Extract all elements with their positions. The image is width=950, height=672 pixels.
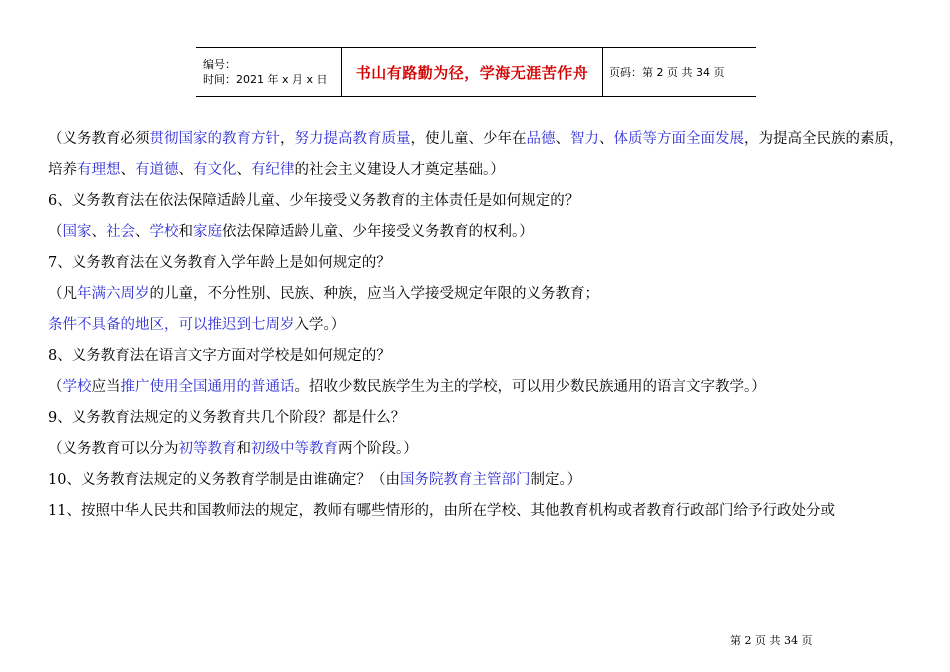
paragraph: [48, 341, 908, 372]
text-segment: 、: [91, 224, 106, 240]
text-segment: 、: [135, 224, 150, 240]
paragraph: [48, 279, 908, 310]
paragraph: [48, 217, 908, 248]
highlighted-text: 初级中等教育: [251, 441, 338, 457]
highlighted-text: 有道德: [135, 162, 179, 178]
text-segment: 和: [236, 441, 251, 457]
text-segment: 、: [178, 162, 193, 178]
highlighted-text: 推广使用全国通用的普通话: [120, 379, 295, 395]
text-segment: （义务教育必须: [48, 131, 150, 147]
document-body: [48, 124, 908, 527]
text-segment: 、: [120, 162, 135, 178]
document-number-label: 编号：: [203, 58, 236, 71]
paragraph: [48, 496, 908, 527]
page-footer: 第 2 页 共 34 页: [730, 634, 813, 647]
text-segment: ，使儿童、少年在: [410, 131, 527, 147]
text-segment: 8、义务教育法在语言文字方面对学校是如何规定的？: [48, 348, 391, 364]
text-segment: 、: [236, 162, 251, 178]
header-info: [196, 48, 341, 96]
text-segment: 的社会主义建设人才奠定基础。）: [294, 162, 505, 178]
paragraph: [48, 465, 908, 496]
paragraph: [48, 248, 908, 279]
header-page-cell: [603, 48, 756, 96]
highlighted-text: 家庭: [193, 224, 222, 240]
document-time-label: 时间：2021 年 x 月 x 日: [203, 73, 328, 86]
highlighted-text: 努力提高教育质量: [294, 131, 411, 147]
text-segment: 6、义务教育法在依法保障适龄儿童、少年接受义务教育的主体责任是如何规定的？: [48, 193, 580, 209]
text-segment: 入学。）: [294, 317, 346, 333]
text-segment: 11、按照中华人民共和国教师法的规定，教师有哪些情形的，由所在学校、其他教育机构或者教育行政部门给予行政处分或: [48, 503, 835, 519]
highlighted-text: 有理想: [77, 162, 121, 178]
text-segment: 制定。）: [530, 472, 582, 488]
text-segment: （义务教育可以分为: [48, 441, 179, 457]
paragraph: [48, 310, 908, 341]
highlighted-text: 品德: [526, 131, 556, 147]
text-segment: ，: [280, 131, 295, 147]
highlighted-text: 智力: [570, 131, 599, 147]
paragraph: [48, 186, 908, 217]
text-segment: 、: [555, 131, 570, 147]
text-segment: 。招收少数民族学生为主的学校，可以用少数民族通用的语言文字教学。）: [294, 379, 766, 395]
header-page-label: 页码：第 2 页 共 34 页: [609, 66, 725, 79]
text-segment: 两个阶段。）: [338, 441, 418, 457]
header-motto: 书山有路勤为径，学海无涯苦作舟: [355, 63, 589, 82]
highlighted-text: 贯彻国家的教育方针: [149, 131, 280, 147]
text-segment: 依法保障适龄儿童、少年接受义务教育的权利。）: [222, 224, 534, 240]
highlighted-text: 体质等方面全面发展: [613, 131, 744, 147]
highlighted-text: 有纪律: [251, 162, 295, 178]
text-segment: （: [48, 379, 63, 395]
highlighted-text: 条件不具备的地区，可以推迟到七周岁: [48, 317, 295, 333]
text-segment: 应当: [91, 379, 121, 395]
highlighted-text: 国务院教育主管部门: [399, 472, 531, 488]
highlighted-text: 国家: [62, 224, 92, 240]
highlighted-text: 学校: [149, 224, 179, 240]
text-segment: 10、义务教育法规定的义务教育学制是由谁确定？（由: [48, 472, 400, 488]
paragraph: [48, 403, 908, 434]
highlighted-text: 年满六周岁: [77, 286, 150, 302]
page-header: [196, 47, 756, 97]
text-segment: （凡: [48, 286, 77, 302]
paragraph: [48, 434, 908, 465]
text-segment: 的儿童，不分性别、民族、种族，应当入学接受规定年限的义务教育；: [149, 286, 599, 302]
text-segment: （: [48, 224, 63, 240]
text-segment: 9、义务教育法规定的义务教育共几个阶段？都是什么？: [48, 410, 406, 426]
text-segment: 和: [178, 224, 193, 240]
text-segment: 7、义务教育法在义务教育入学年龄上是如何规定的？: [48, 255, 391, 271]
paragraph: [48, 124, 908, 186]
highlighted-text: 学校: [62, 379, 92, 395]
highlighted-text: 初等教育: [178, 441, 237, 457]
paragraph: [48, 372, 908, 403]
text-segment: ，为提高全民族的素质，培养: [48, 131, 904, 178]
header-motto-cell: [341, 48, 603, 96]
highlighted-text: 有文化: [193, 162, 237, 178]
highlighted-text: 社会: [106, 224, 135, 240]
text-segment: 、: [599, 131, 614, 147]
